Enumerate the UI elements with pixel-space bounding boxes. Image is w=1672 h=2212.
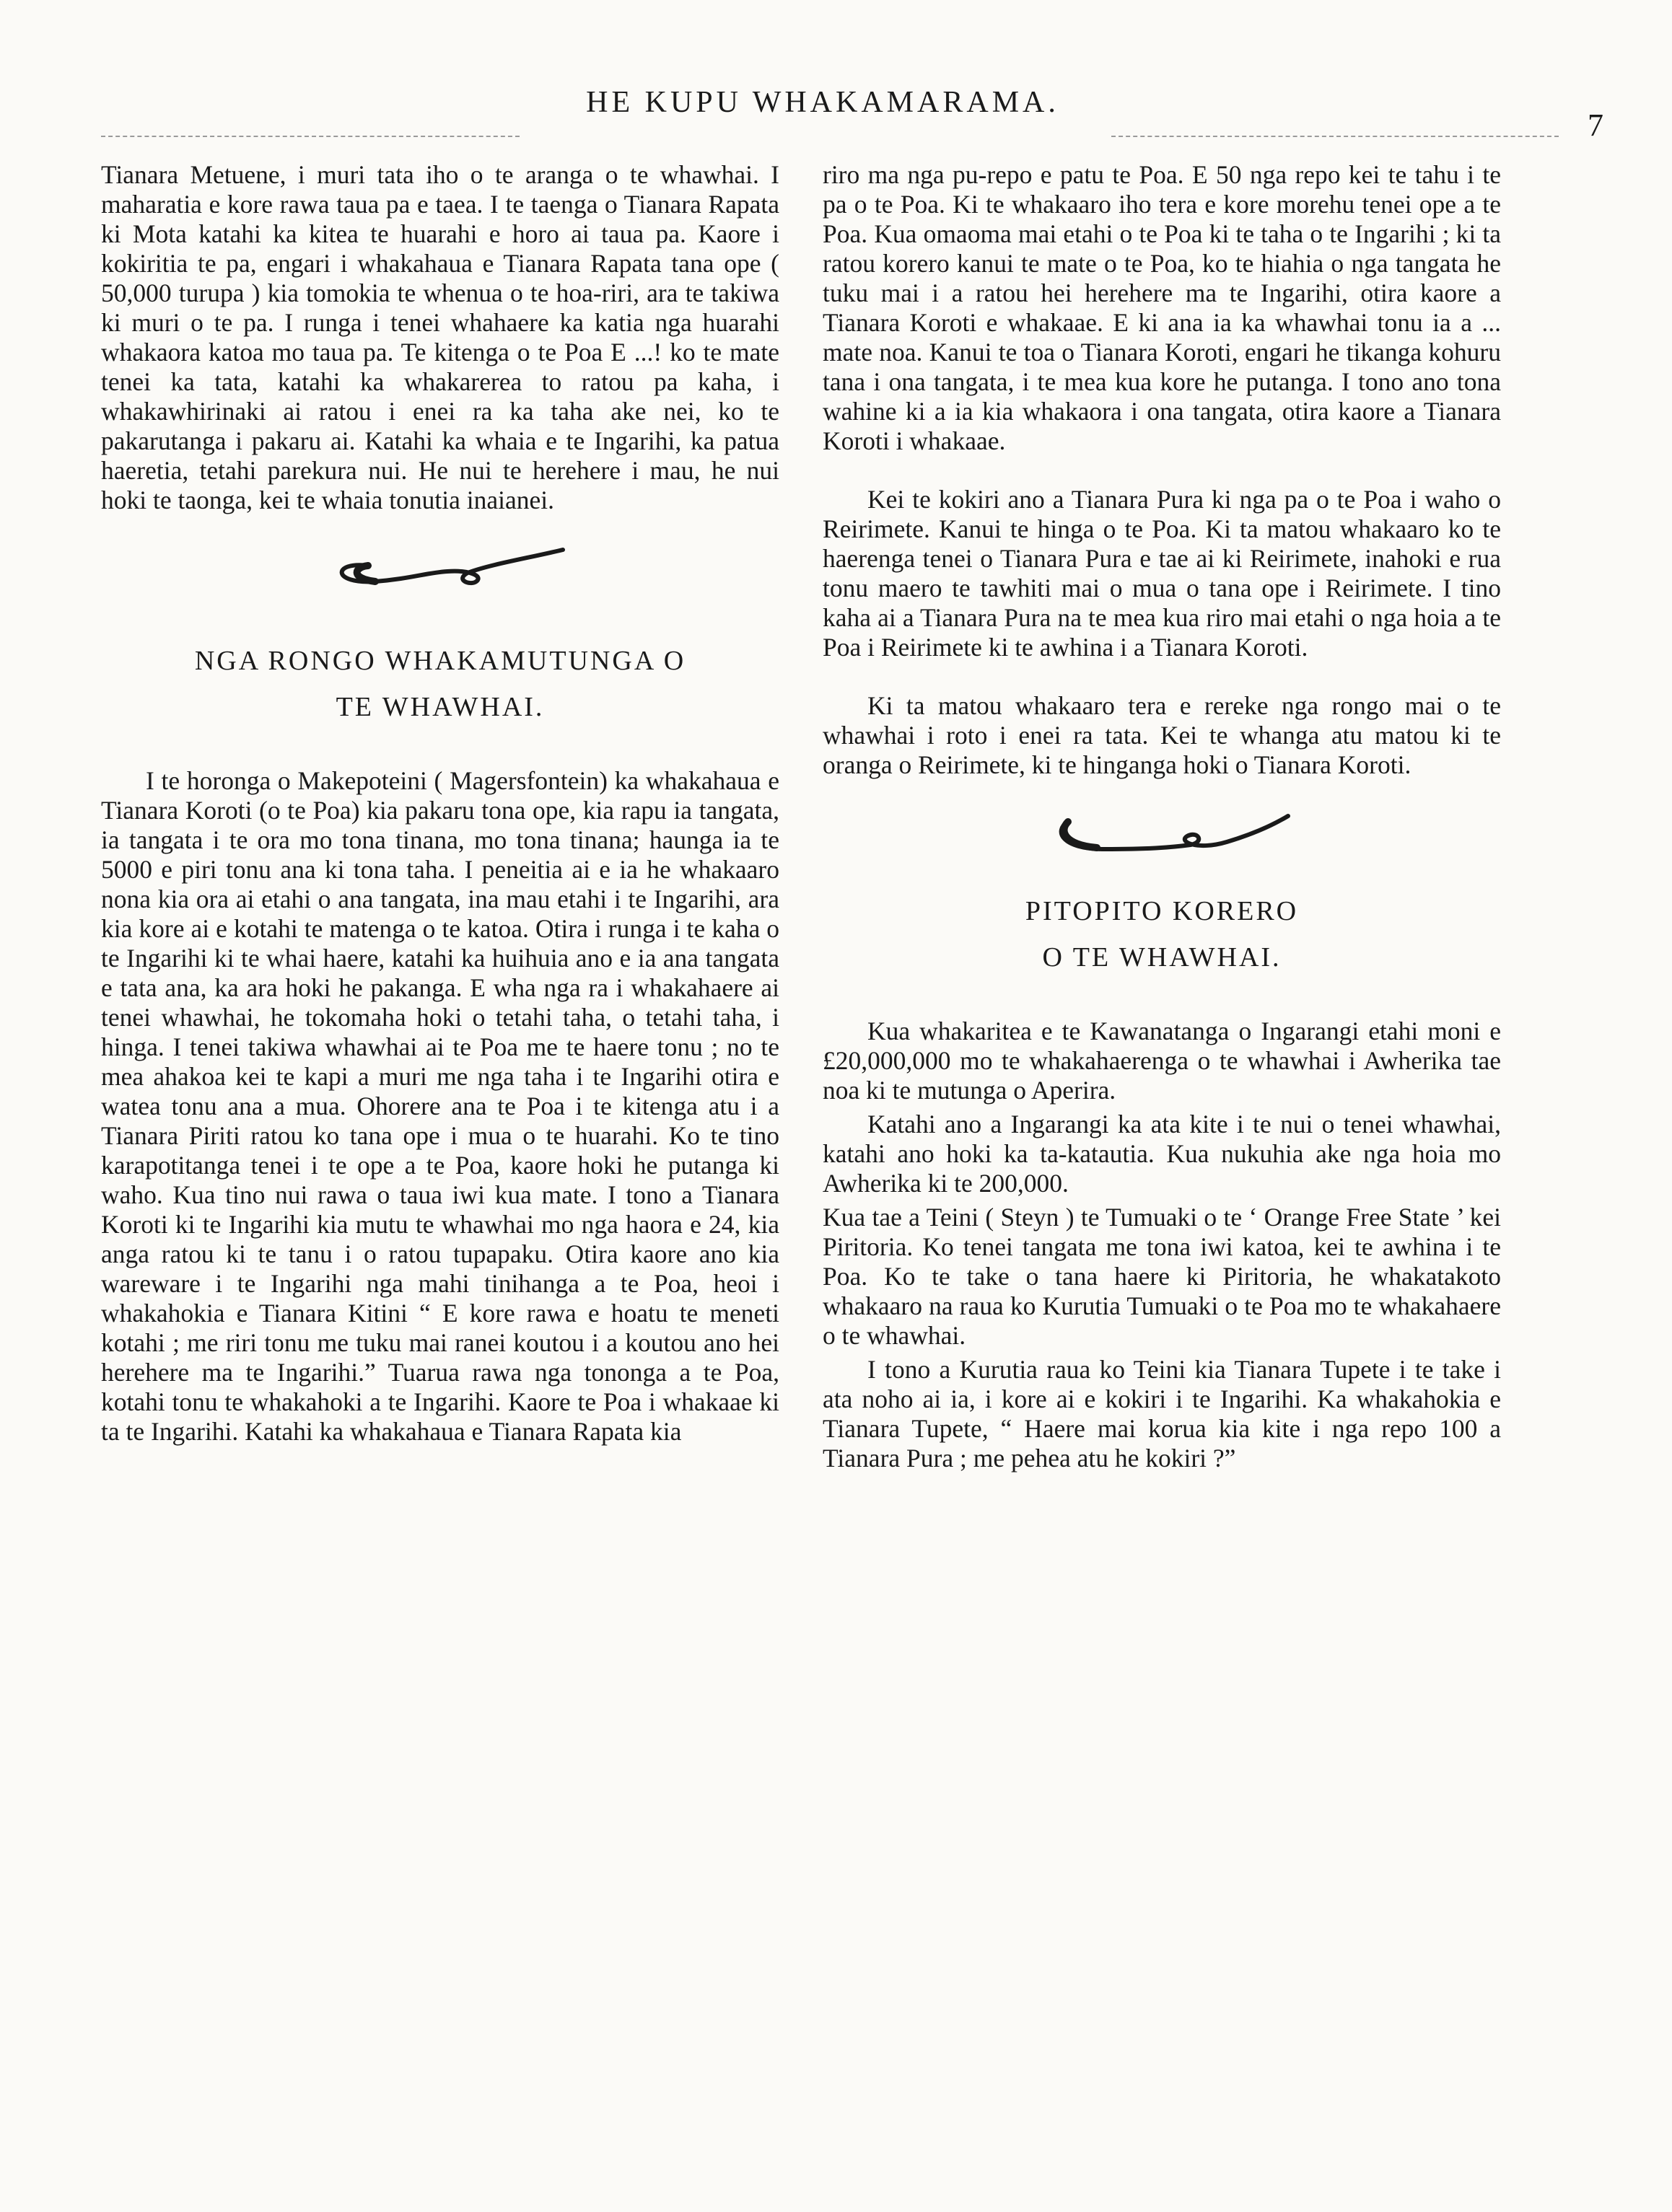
heading-line: TE WHAWHAI. — [336, 692, 545, 722]
paragraph: Katahi ano a Ingarangi ka ata kite i te nui o tenei whawhai, katahi ano hoki ka ta-katautia. Kua nukuhia ake nga hoia mo Awherika ki te 200,000. — [823, 1110, 1501, 1198]
paragraph: Kua tae a Teini ( Steyn ) te Tumuaki o te ‘ Orange Free State ’ kei Piritoria. Ko tenei tangata me tona iwi katoa, kei te awhina i te Poa. Ko te take o tana haere ki Piritoria, he whakatakoto whakaaro na raua ko Kurutia Tumuaki o te Poa mo te whakahaere o te whawhai. — [823, 1203, 1501, 1350]
paragraph: Tianara Metuene, i muri tata iho o te aranga o te whawhai. I maharatia e kore rawa taua pa e taea. I te taenga o Tianara Rapata ki Mota katahi ka kitea te huarahi e horo ai taua pa. Kaore i kokiritia te pa, engari i whakahaua e Tianara Rapata tana ope ( 50,000 turupa ) kia tomokia te whenua o te hoa-riri, ara te takiwa ki muri o te pa. I runga i tenei whahaere ka katia nga huarahi whakaora katoa mo taua pa. Te kitenga o te Poa E ...! ko te mate tenei ka tata, katahi ka whakarerea to ratou pa kaha, i whakawhirinaki ai ratou i enei ra ka taha ake nei, ko te pakarutanga i pakaru ai. Katahi ka whaia e te Ingarihi, ka patua haeretia, tetahi parekura nui. He nui te herehere i mau, he nui hoki te taonga, kei te whaia tonutia inaianei. — [101, 160, 779, 514]
section-heading — [101, 638, 779, 730]
paragraph: riro ma nga pu-repo e patu te Poa. E 50 nga repo kei te tahu i te pa o te Poa. Ki te whakaaro iho tera e kore morehu tenei ope a te Poa. Kua omaoma mai etahi o te Poa ki te taha o te Ingarihi ; ki ta ratou korero kanui te mate o te Poa, ko te hiahia o nga tangata he tuku mai i a ratou hei herehere ma te Ingarihi, otira kaore a Tianara Koroti e whakaae. E ki ana ia ka whawhai tonu ia a ... mate noa. Kanui te toa o Tianara Koroti, engari he tikanga kohuru tana i ona tangata, i te mea kua kore he putanga. I tono ano tona wahine ki a ia kia whakaora i ona tangata, otira kaore a Tianara Koroti i whakaae. — [823, 160, 1501, 455]
left-column — [101, 160, 779, 1475]
header-rule-left — [101, 136, 520, 137]
flourish-ornament-icon — [1025, 809, 1299, 866]
heading-line: O TE WHAWHAI. — [1042, 942, 1282, 973]
paragraph: I tono a Kurutia raua ko Teini kia Tianara Tupete i te take i ata noho ai ia, i kore ai e kokiri i te Ingarihi. Ka whakahokia e Tianara Tupete, “ Haere mai korua kia kite i nga repo 100 a Tianara Pura ; me pehea atu he kokiri ?” — [823, 1355, 1501, 1473]
paragraph: Kei te kokiri ano a Tianara Pura ki nga pa o te Poa i waho o Reirimete. Kanui te hinga o te Poa. Ki ta matou whakaaro ko te haerenga tenei o Tianara Pura e tae ai ki Reirimete, inahoki e rua tonu maero te tawhiti mai o mua o tana ope i Reirimete. I tino kaha ai a Tianara Pura na te mea kua riro mai etahi o nga hoia a te Poa i Reirimete ki te awhina i a Tianara Koroti. — [823, 485, 1501, 662]
running-title: HE KUPU WHAKAMARAMA. — [586, 86, 1059, 119]
flourish-ornament-icon — [303, 544, 577, 602]
heading-line: NGA RONGO WHAKAMUTUNGA O — [194, 646, 686, 676]
page-header — [101, 85, 1603, 143]
right-column — [823, 160, 1501, 1478]
paragraph: Kua whakaritea e te Kawanatanga o Ingarangi etahi moni e £20,000,000 mo te whakahaerenga o te whawhai i Awherika tae noa ki te mutunga o Aperira. — [823, 1017, 1501, 1105]
header-rule-right — [1111, 136, 1559, 137]
page-number: 7 — [1588, 107, 1603, 143]
section-heading — [823, 888, 1501, 980]
heading-line: PITOPITO KORERO — [1025, 896, 1299, 926]
paragraph: I te horonga o Makepoteini ( Magersfontein) ka whakahaua e Tianara Koroti (o te Poa) kia pakaru tona ope, kia rapu ia tangata, ia tangata i te ora mo tona tinana, mo tona tinana; haunga ia te 5000 e piri tonu ana ki tona taha. I peneitia ai e ia he whakaaro nona kia ora ai etahi o ana tangata, ina mau etahi i te Ingarihi, ara kia kore ai e kotahi te matenga o te katoa. Otira i runga i te kaha o te Ingarihi ki te whai haere, katahi ka huihuia ano e ia ana tangata e tata ana, ka ara hoki he pakanga. E wha nga ra i whakahaere ai tenei whawhai, he tokomaha hoki o tetahi taha, o tetahi taha, i hinga. I tenei takiwa whawhai ai te Poa me te haere tonu ; no te mea ahakoa kei te kapi a muri me nga taha i te Ingarihi otira e watea tonu ana a mua. Ohorere ana te Poa i te kitenga atu i a Tianara Piriti ratou ko tana ope i mua o te huarahi. Ko te tino karapotitanga tenei i te ope a te Poa, kaore hoki he putanga ki waho. Kua tino nui rawa o taua iwi kua mate. I tono a Tianara Koroti ki te Ingarihi kia mutu te whawhai mo nga haora e 24, kia anga ratou ki te tanu i o ratou tupapaku. Otira kaore ano kia wareware i te Ingarihi nga mahi tinihanga a te Poa, heoi i whakahokia e Tianara Kitini “ E kore rawa e hoatu te meneti kotahi ; me riri tonu me tuku mai ranei koutou i a koutou ano hei herehere ma te Ingarihi.” Tuarua rawa nga tononga a te Poa, kotahi tonu te whakahoki a te Ingarihi. Kaore te Poa i whakaae ki ta te Ingarihi. Katahi ka whakahaua e Tianara Rapata kia — [101, 766, 779, 1446]
paragraph: Ki ta matou whakaaro tera e rereke nga rongo mai o te whawhai i roto i enei ra tata. Kei te whanga atu matou ki te oranga o Reirimete, ki te hinganga hoki o Tianara Koroti. — [823, 691, 1501, 779]
